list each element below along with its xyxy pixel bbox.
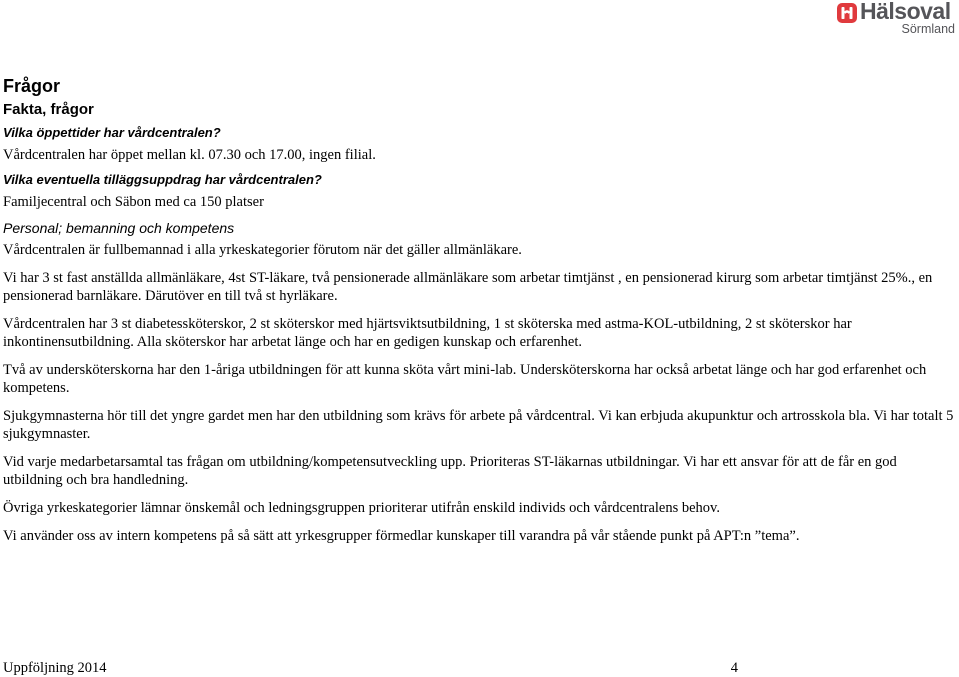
- halsoval-logo-icon: [837, 3, 857, 23]
- answer-opening-hours: Vårdcentralen har öppet mellan kl. 07.30 och 17.00, ingen filial.: [3, 147, 376, 163]
- paragraph-8: Vi använder oss av intern kompetens på så sätt att yrkesgrupper förmedlar kunskaper till varandra på vår stående punkt på APT:n ”tema”.: [3, 528, 800, 544]
- page-number: 4: [730, 660, 738, 676]
- halsoval-logo: [837, 2, 957, 36]
- page-footer: [3, 659, 738, 677]
- question-extra-assignments: Vilka eventuella tilläggsuppdrag har vårdcentralen?: [3, 172, 322, 187]
- paragraph-6: Vid varje medarbetarsamtal tas frågan om utbildning/kompetensutveckling upp. Prioriteras ST-läkarnas utbildningar. Vi har ett ansvar för att de får en god utbildning och bra handledning.: [3, 454, 897, 488]
- logo-wordmark: Hälsoval: [860, 0, 951, 24]
- answer-extra-assignments: Familjecentral och Säbon med ca 150 platser: [3, 194, 264, 210]
- paragraph-1: Vårdcentralen är fullbemannad i alla yrkeskategorier förutom när det gäller allmänläkare.: [3, 242, 522, 258]
- footer-label: Uppföljning 2014: [3, 660, 107, 676]
- paragraph-5: Sjukgymnasterna hör till det yngre gardet men har den utbildning som krävs för arbete på vårdcentral. Vi kan erbjuda akupunktur och artrosskola bla. Vi har totalt 5 sjukgymnaster.: [3, 408, 954, 442]
- document-body: [3, 74, 955, 545]
- logo-region: Sörmland: [901, 22, 955, 36]
- page-subtitle: Fakta, frågor: [3, 101, 94, 118]
- paragraph-2: Vi har 3 st fast anställda allmänläkare, 4st ST-läkare, två pensionerade allmänläkare som arbetar timtjänst , en pensionerad kirurg som arbetar timtjänst 25%., en pensionerad barnläkare. Därutöver en till två st hyrläkare.: [3, 270, 933, 304]
- paragraph-4: Två av undersköterskorna har den 1-åriga utbildningen för att kunna sköta vårt mini-lab. Undersköterskorna har också arbetat länge och har god erfarenhet och kompetens.: [3, 362, 927, 396]
- paragraph-7: Övriga yrkeskategorier lämnar önskemål och ledningsgruppen prioriterar utifrån enskild individs och vårdcentralens behov.: [3, 500, 720, 516]
- paragraph-3: Vårdcentralen har 3 st diabetessköterskor, 2 st sköterskor med hjärtsviktsutbildning, 1 st sköterska med astma-KOL-utbildning, 2 st sköterskor har inkontinensutbildning. Alla sköterskor har arbetat länge och har en gedigen kunskap och erfarenhet.: [3, 316, 852, 350]
- question-opening-hours: Vilka öppettider har vårdcentralen?: [3, 125, 221, 140]
- section-heading-staffing: Personal; bemanning och kompetens: [3, 220, 235, 236]
- page-title: Frågor: [3, 76, 61, 96]
